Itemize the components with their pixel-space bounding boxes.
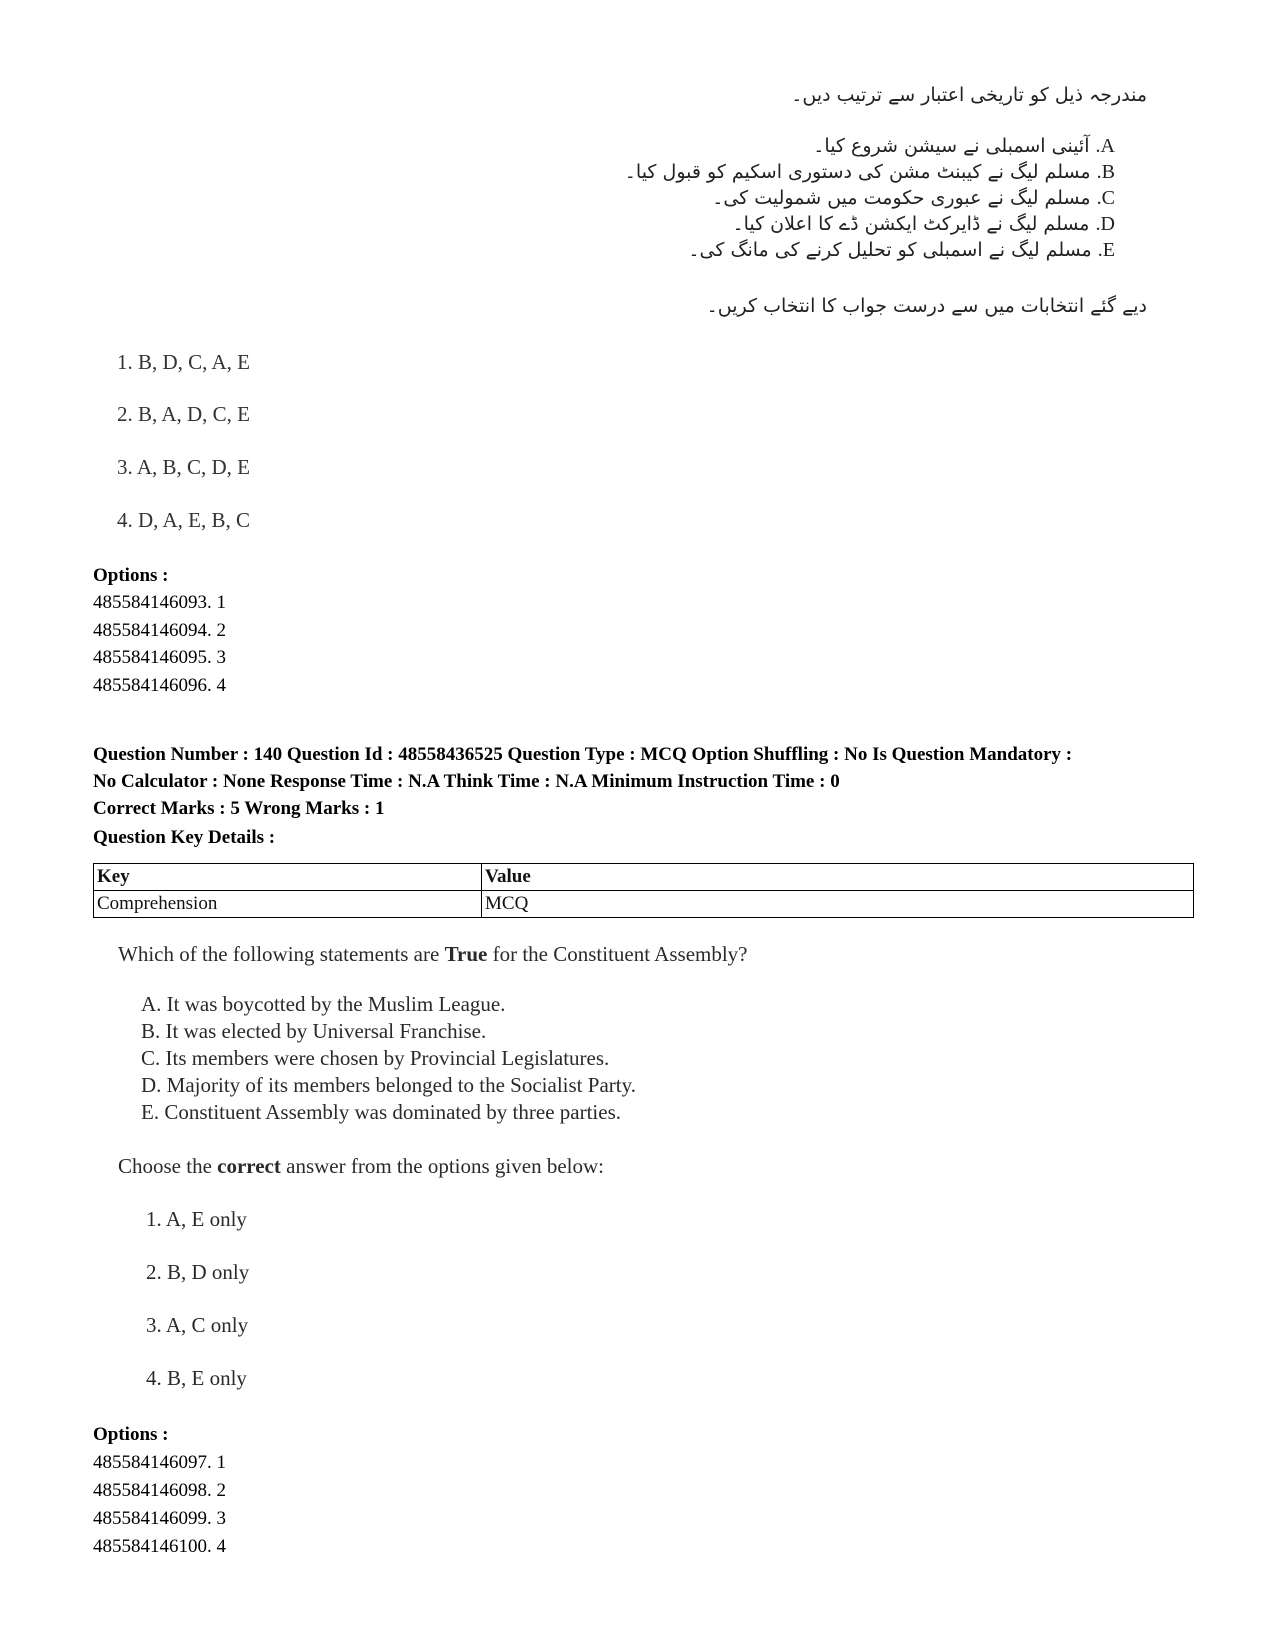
statement-label: E.	[1097, 239, 1115, 261]
statement-a: A. It was boycotted by the Muslim League.	[141, 992, 506, 1016]
urdu-statement-b	[625, 161, 1115, 184]
option-id: 485584146098. 2	[93, 1480, 226, 1501]
answer-choice-3: 3. A, C only	[146, 1313, 249, 1337]
statement-text: مسلم لیگ نے کیبنٹ مشن کی دستوری اسکیم کو قبول کیا۔	[624, 161, 1091, 183]
question-text	[118, 942, 748, 967]
statement-b: B. It was elected by Universal Franchise.	[141, 1019, 487, 1043]
marks-line: Correct Marks : 5 Wrong Marks : 1	[93, 798, 385, 819]
statement-text: مسلم لیگ نے ڈایرکٹ ایکشن ڈے کا اعلان کیا۔	[732, 213, 1090, 235]
table-row	[94, 891, 1194, 918]
table-header-cell: Value	[482, 864, 1194, 891]
statement-label: C.	[1096, 187, 1115, 209]
urdu-statement-e	[688, 239, 1115, 262]
table-cell: MCQ	[482, 891, 1194, 918]
instruction-text-part: answer from the options given below:	[280, 1154, 604, 1178]
answer-choice-4: 4. B, E only	[146, 1366, 247, 1390]
option-id: 485584146094. 2	[93, 620, 226, 641]
options-heading: Options :	[93, 1424, 169, 1445]
answer-choice-4: 4. D, A, E, B, C	[117, 508, 251, 532]
option-id: 485584146096. 4	[93, 675, 226, 696]
instruction-emphasis: correct	[217, 1154, 281, 1178]
answer-choice-3: 3. A, B, C, D, E	[117, 455, 251, 479]
urdu-statement-c	[712, 187, 1115, 210]
statement-label: D.	[1095, 213, 1115, 235]
key-details-table	[93, 863, 1194, 918]
question-text-part: Which of the following statements are	[118, 942, 445, 966]
urdu-choose-instruction: دیے گئے انتخابات میں سے درست جواب کا انتخاب کریں۔	[706, 295, 1147, 317]
option-id: 485584146095. 3	[93, 647, 226, 668]
table-header-row	[94, 864, 1194, 891]
question-meta-line-1: Question Number : 140 Question Id : 48558436525 Question Type : MCQ Option Shuffling : No Is Question Mandatory :	[93, 744, 1073, 765]
option-id: 485584146093. 1	[93, 592, 226, 613]
choose-instruction	[118, 1154, 604, 1179]
option-id: 485584146100. 4	[93, 1536, 226, 1557]
key-details-heading: Question Key Details :	[93, 827, 276, 848]
options-heading: Options :	[93, 565, 169, 586]
answer-choice-1: 1. A, E only	[146, 1207, 247, 1231]
instruction-text-part: Choose the	[118, 1154, 218, 1178]
statement-label: A.	[1095, 135, 1115, 157]
statement-text: مسلم لیگ نے عبوری حکومت میں شمولیت کی۔	[712, 187, 1091, 209]
urdu-statement-d	[732, 213, 1115, 236]
option-id: 485584146099. 3	[93, 1508, 226, 1529]
urdu-statement-a	[813, 135, 1115, 158]
question-text-part: for the Constituent Assembly?	[487, 942, 748, 966]
statement-e: E. Constituent Assembly was dominated by three parties.	[141, 1100, 622, 1124]
answer-choice-2: 2. B, A, D, C, E	[117, 402, 251, 426]
statement-c: C. Its members were chosen by Provincial Legislatures.	[141, 1046, 610, 1070]
answer-choice-2: 2. B, D only	[146, 1260, 250, 1284]
urdu-instruction: مندرجہ ذیل کو تاریخی اعتبار سے ترتیب دیں۔	[791, 84, 1147, 106]
question-emphasis: True	[444, 942, 488, 966]
statement-text: مسلم لیگ نے اسمبلی کو تحلیل کرنے کی مانگ کی۔	[688, 239, 1092, 261]
answer-choice-1: 1. B, D, C, A, E	[117, 350, 251, 374]
table-cell: Comprehension	[94, 891, 482, 918]
option-id: 485584146097. 1	[93, 1452, 226, 1473]
table-header-cell: Key	[94, 864, 482, 891]
statement-label: B.	[1096, 161, 1115, 183]
statement-d: D. Majority of its members belonged to the Socialist Party.	[141, 1073, 636, 1097]
question-meta-line-2: No Calculator : None Response Time : N.A Think Time : N.A Minimum Instruction Time : 0	[93, 771, 840, 792]
statement-text: آئینی اسمبلی نے سیشن شروع کیا۔	[813, 135, 1090, 157]
